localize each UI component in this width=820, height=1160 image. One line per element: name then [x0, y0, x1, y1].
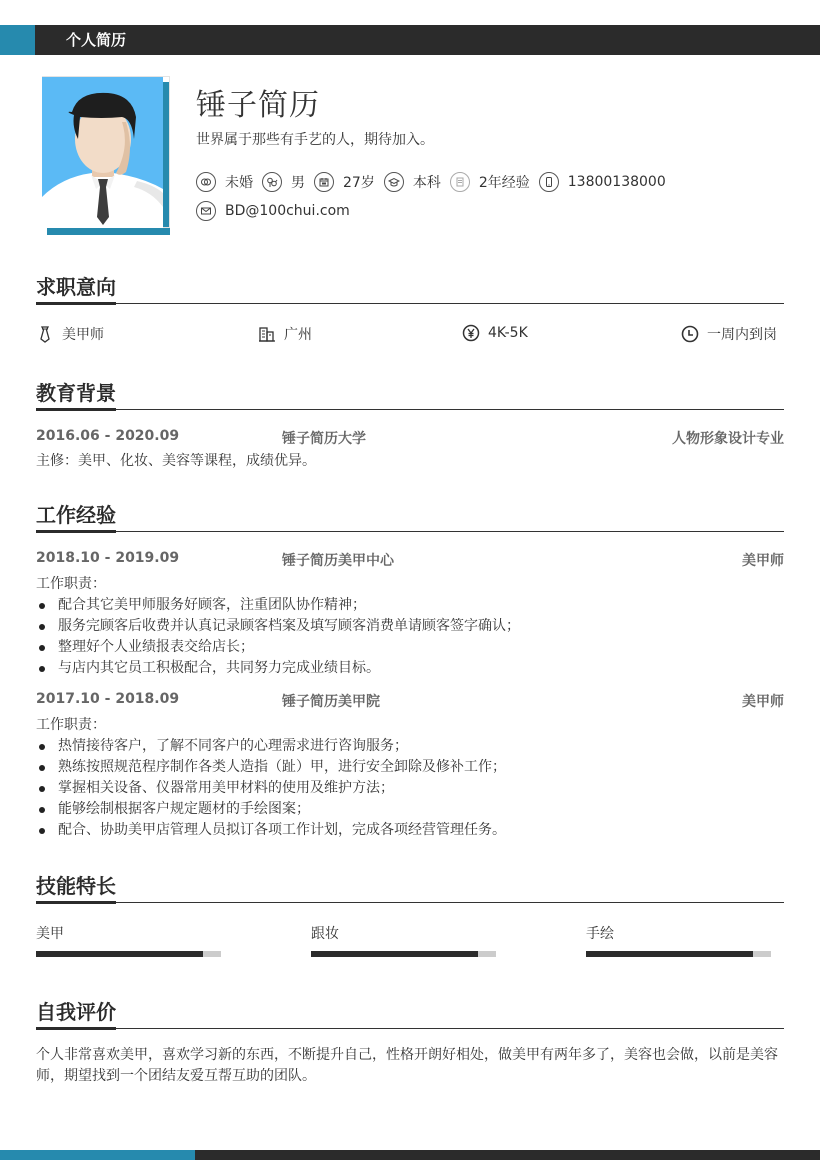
skill-item: [586, 923, 771, 943]
duty-list: [36, 736, 784, 841]
info-experience: [450, 172, 530, 192]
skill-progress-fill: [586, 951, 753, 957]
skills-row: [36, 923, 784, 963]
duty-list: [36, 595, 784, 679]
intention-availability: [681, 324, 777, 344]
section-self-evaluation: [36, 999, 784, 1087]
skill-name: 跟妆: [311, 926, 339, 942]
info-gender: [262, 172, 305, 192]
graduation-cap-icon: [384, 172, 404, 192]
info-value: 本科: [412, 175, 441, 191]
section-job-intention: [36, 274, 784, 346]
section-underline: [36, 1027, 116, 1030]
entry-header: [36, 428, 784, 448]
duty-item: 配合其它美甲师服务好顾客，注重团队协作精神；: [36, 595, 784, 616]
duty-item: 熟练按照规范程序制作各类人造指（趾）甲，进行安全卸除及修补工作；: [36, 757, 784, 778]
section-header: [36, 274, 784, 304]
marriage-icon: [196, 172, 216, 192]
section-skills: [36, 873, 784, 963]
section-underline: [36, 302, 116, 305]
clock-icon: [681, 325, 699, 343]
candidate-name: 锤子简历: [196, 88, 320, 123]
yen-icon: [462, 324, 480, 342]
banner-accent: [0, 25, 35, 55]
section-title: 自我评价: [36, 1000, 116, 1024]
tie-icon: [36, 325, 54, 343]
section-education: [36, 380, 784, 472]
phone-icon: [539, 172, 559, 192]
info-marital-status: [196, 172, 253, 192]
calendar-icon: [314, 172, 334, 192]
section-header: [36, 873, 784, 903]
intention-city: [258, 324, 312, 344]
section-work-experience: [36, 502, 784, 841]
duty-item: 与店内其它员工积极配合，共同努力完成业绩目标。: [36, 658, 784, 679]
candidate-slogan: 世界属于那些有手艺的人，期待加入。: [196, 132, 434, 148]
skill-progress-track: [36, 951, 221, 957]
avatar-image: [42, 77, 163, 228]
person-illustration-icon: [42, 77, 163, 228]
section-title: 工作经验: [36, 503, 116, 527]
company-name: 锤子简历美甲中心: [282, 553, 394, 569]
briefcase-icon: [450, 172, 470, 192]
intention-position: [36, 324, 104, 344]
info-degree: [384, 172, 441, 192]
work-entry: [36, 550, 784, 679]
info-age: [314, 172, 375, 192]
intention-value: 一周内到岗: [707, 327, 777, 343]
skill-name: 美甲: [36, 926, 64, 942]
duty-label: 工作职责：: [36, 717, 106, 733]
section-title: 教育背景: [36, 381, 116, 405]
skill-item: [311, 923, 496, 943]
skill-name: 手绘: [586, 926, 614, 942]
section-title: 技能特长: [36, 874, 116, 898]
job-role: 美甲师: [742, 694, 784, 710]
skill-progress-track: [311, 951, 496, 957]
duty-item: 配合、协助美甲店管理人员拟订各项工作计划，完成各项经营管理任务。: [36, 820, 784, 841]
bottom-bar: [0, 1150, 820, 1160]
info-value: 27岁: [343, 175, 375, 191]
info-value: 2年经验: [478, 175, 530, 191]
section-underline: [36, 408, 116, 411]
entry-date: 2017.10 - 2018.09: [36, 691, 180, 707]
self-evaluation-text: 个人非常喜欢美甲，喜欢学习新的东西，不断提升自己，性格开朗好相处，做美甲有两年多了，美容也会做，以前是美容师，期望找到一个团结友爱互帮互助的团队。: [36, 1047, 778, 1084]
duty-item: 整理好个人业绩报表交给店长；: [36, 637, 784, 658]
info-value: 男: [291, 175, 305, 191]
duty-label: 工作职责：: [36, 576, 106, 592]
gender-icon: [262, 172, 282, 192]
building-icon: [258, 325, 276, 343]
avatar: [42, 76, 170, 236]
education-description: 主修：美甲、化妆、美容等课程，成绩优异。: [36, 453, 316, 469]
section-underline: [36, 530, 116, 533]
major-name: 人物形象设计专业: [672, 431, 784, 447]
intention-value: 4K-5K: [488, 325, 528, 341]
personal-info-row: [196, 172, 675, 192]
intention-value: 广州: [284, 327, 312, 343]
info-value: 13800138000: [567, 174, 666, 190]
top-banner: [0, 25, 820, 55]
intention-row: [36, 324, 784, 346]
email-value: BD@100chui.com: [225, 203, 350, 219]
info-phone: [539, 172, 666, 192]
school-name: 锤子简历大学: [282, 431, 366, 447]
entry-header: [36, 550, 784, 570]
info-value: 未婚: [225, 175, 253, 191]
contact-info-row: [196, 201, 359, 221]
work-entry: [36, 691, 784, 841]
skill-progress-track: [586, 951, 771, 957]
section-underline: [36, 901, 116, 904]
entry-date: 2018.10 - 2019.09: [36, 550, 180, 566]
info-email: [196, 201, 350, 221]
job-role: 美甲师: [742, 553, 784, 569]
section-header: [36, 380, 784, 410]
intention-salary: [462, 324, 528, 342]
intention-value: 美甲师: [62, 327, 104, 343]
duty-item: 服务完顾客后收费并认真记录顾客档案及填写顾客消费单请顾客签字确认；: [36, 616, 784, 637]
duty-item: 热情接待客户，了解不同客户的心理需求进行咨询服务；: [36, 736, 784, 757]
entry-date: 2016.06 - 2020.09: [36, 428, 180, 444]
bottom-bar-accent: [0, 1150, 195, 1160]
skill-item: [36, 923, 221, 943]
section-header: [36, 999, 784, 1029]
entry-header: [36, 691, 784, 711]
duty-item: 能够绘制根据客户规定题材的手绘图案；: [36, 799, 784, 820]
section-title: 求职意向: [36, 275, 116, 299]
duty-item: 掌握相关设备、仪器常用美甲材料的使用及维护方法；: [36, 778, 784, 799]
banner-title: 个人简历: [66, 31, 127, 49]
skill-progress-fill: [36, 951, 203, 957]
skill-progress-fill: [311, 951, 478, 957]
company-name: 锤子简历美甲院: [282, 694, 380, 710]
section-header: [36, 502, 784, 532]
mail-icon: [196, 201, 216, 221]
education-entry: [36, 428, 784, 472]
